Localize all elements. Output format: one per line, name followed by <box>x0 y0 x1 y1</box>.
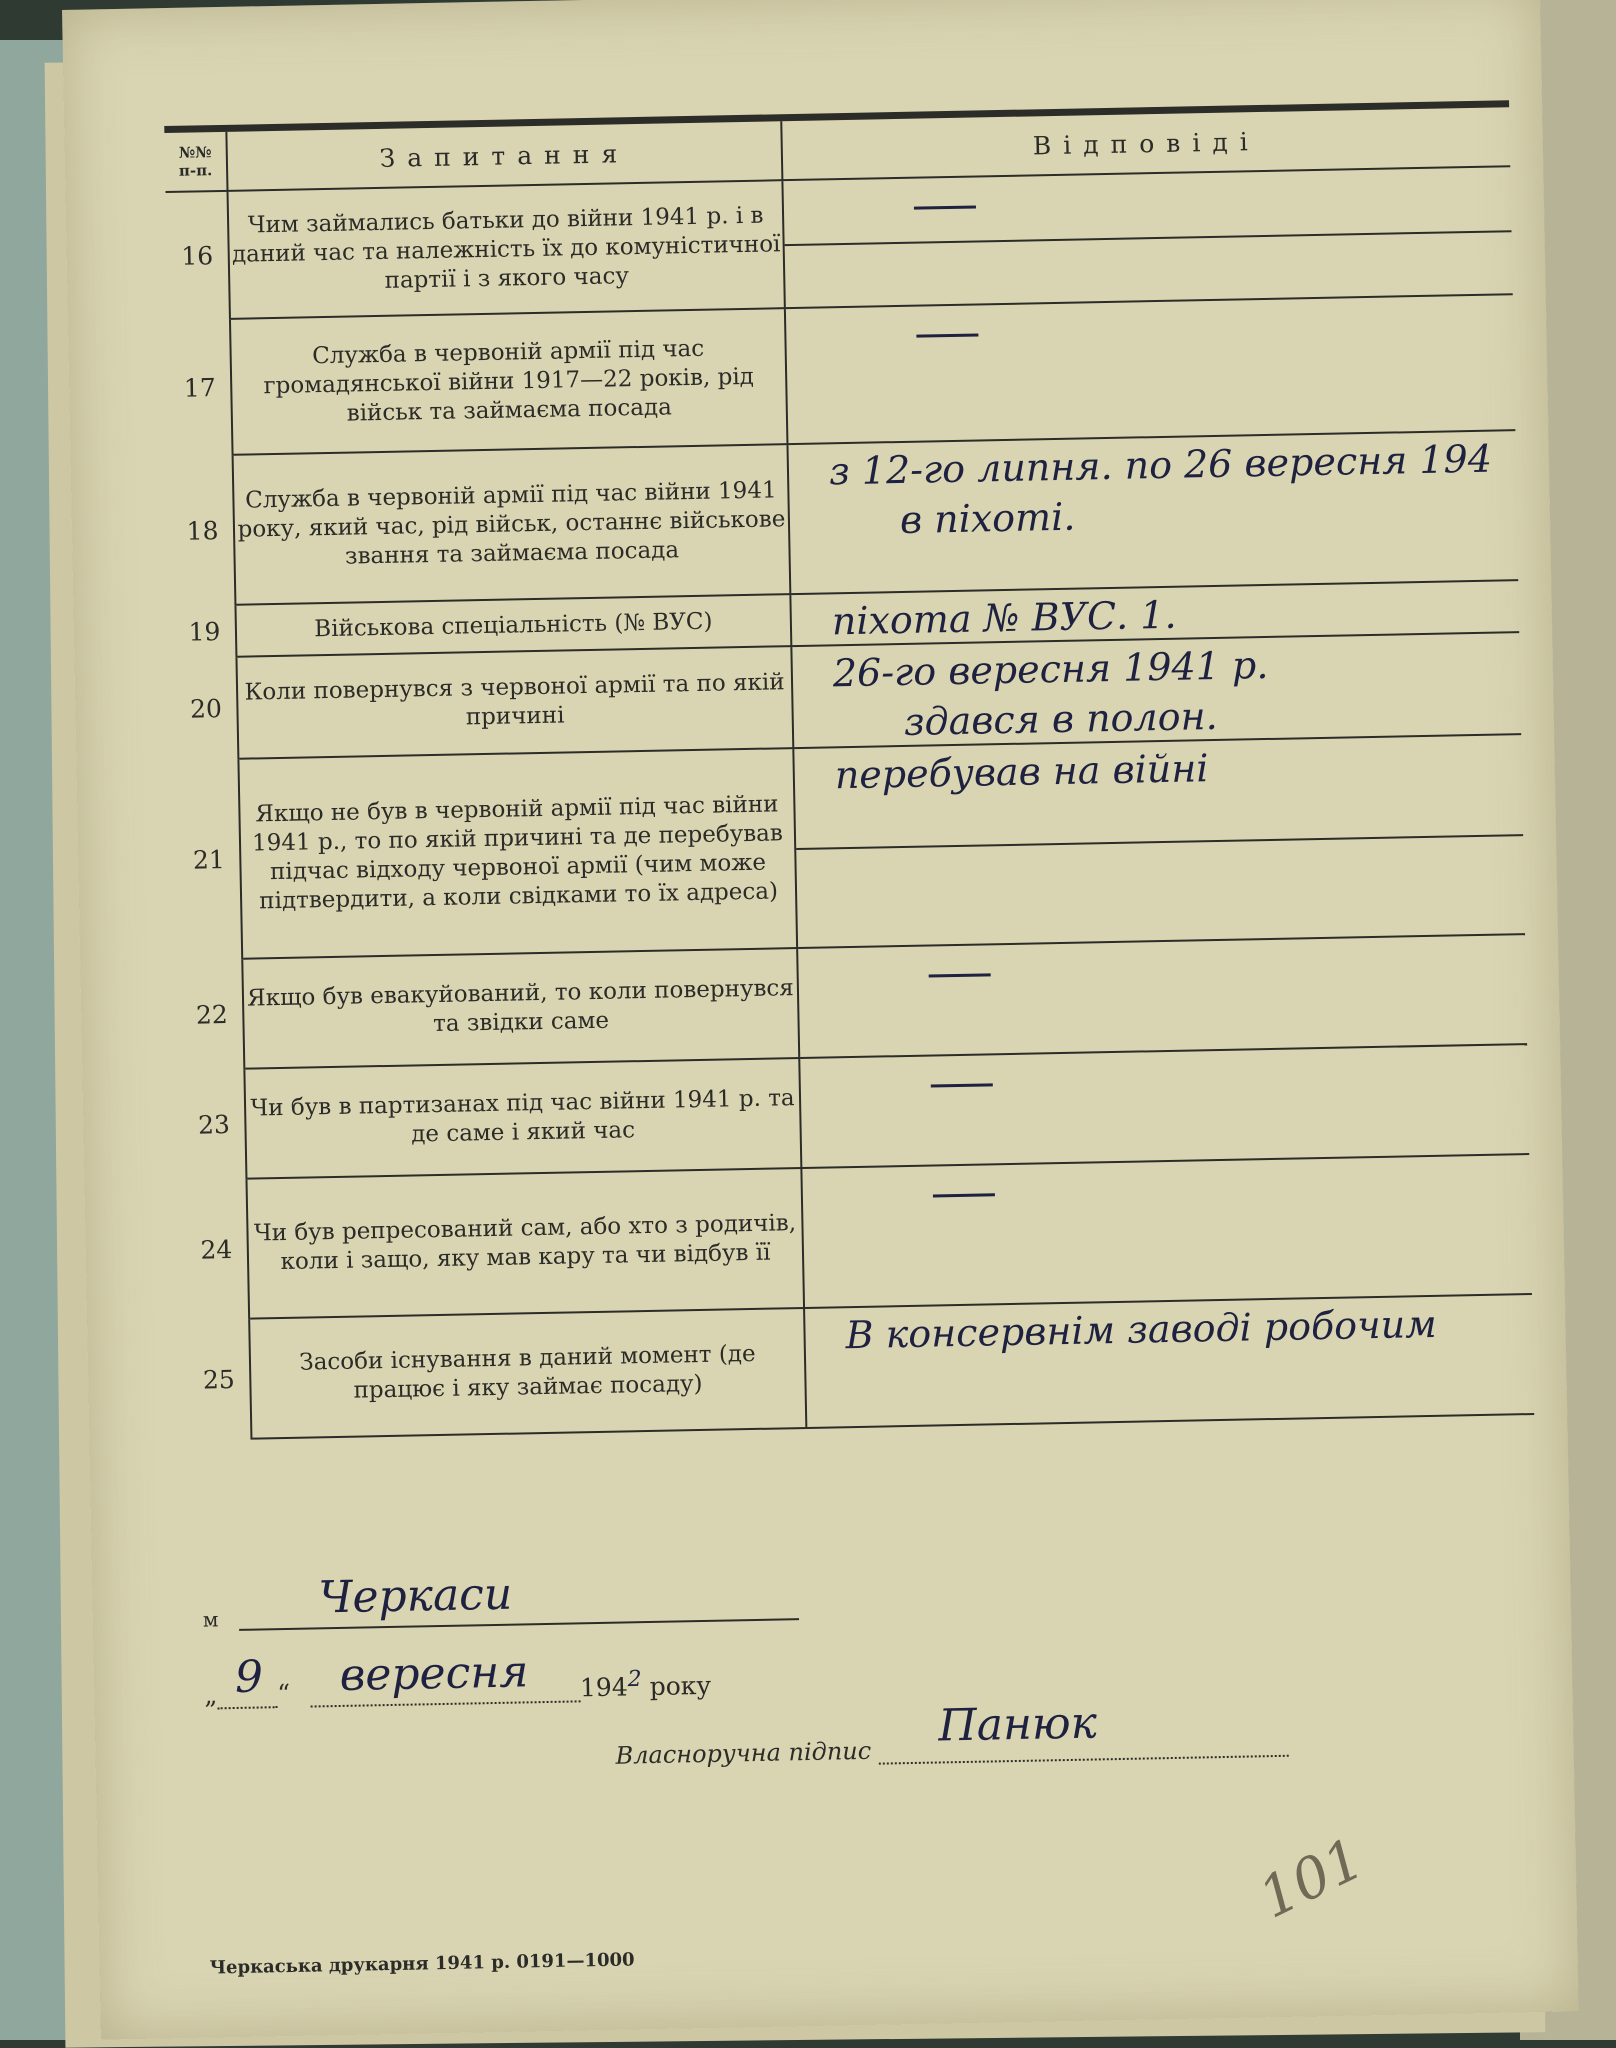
row-number: 23 <box>182 1069 246 1180</box>
table-row <box>168 294 1515 456</box>
row-number: 20 <box>174 657 238 760</box>
day-value: 9 <box>234 1651 264 1703</box>
city-prefix: м <box>202 1607 219 1632</box>
row-question: Чим займались батьки до війни 1941 р. і в даний час та належність їх до комуністичної партії і з якого часу <box>228 180 785 319</box>
row-answer <box>801 1154 1532 1308</box>
row-question: Служба в червоній армії під час війни 1941 року, який час, рід військ, останнє військове звання та займаєма посада <box>233 444 791 605</box>
row-answer <box>793 734 1525 948</box>
row-answer <box>804 1294 1534 1428</box>
row-number: 22 <box>180 959 244 1070</box>
row-number: 21 <box>176 759 242 960</box>
handwritten-answer: В консервнім заводі робочим <box>845 1301 1438 1358</box>
signature-value: Панюк <box>937 1697 1098 1752</box>
answer-dash <box>931 1083 993 1087</box>
answer-dash <box>933 1193 995 1197</box>
answer-ruling-line <box>796 834 1523 850</box>
answer-ruling-line <box>785 230 1512 246</box>
table-row <box>166 166 1513 320</box>
row-number: 17 <box>168 319 233 456</box>
handwritten-answer: перебував на війні <box>834 746 1209 798</box>
row-question: Чи був в партизанах під час війни 1941 р. та де саме і який час <box>244 1058 801 1179</box>
year-suffix: року <box>649 1670 712 1702</box>
pencil-archive-number: 101 <box>1249 1826 1374 1932</box>
row-answer <box>787 430 1518 594</box>
printer-imprint: Черкаська друкарня 1941 р. 0191—1000 <box>209 1949 635 1979</box>
signature-label: Власноручна підпис <box>615 1736 872 1770</box>
signature-field <box>878 1697 1289 1765</box>
row-number: 25 <box>187 1319 251 1440</box>
row-number: 19 <box>173 605 236 658</box>
handwritten-answer: піхота № ВУС. 1. <box>831 592 1177 644</box>
row-number: 24 <box>184 1179 249 1320</box>
questionnaire-page <box>62 0 1579 2040</box>
header-number-label: №№ <box>178 143 212 162</box>
answer-dash <box>929 973 991 977</box>
questionnaire-table <box>164 107 1534 1441</box>
date-line: „ 9 “ вересня 1942 року <box>204 1646 712 1710</box>
row-question: Чи був репресований сам, або хто з родичів, коли і защо, яку мав кару та чи відбув її <box>246 1168 804 1319</box>
row-question: Коли повернувся з червоної армії та по якій причині <box>236 646 793 759</box>
city-value: Черкаси <box>317 1568 513 1624</box>
city-field <box>238 1568 799 1631</box>
city-line <box>202 1568 799 1632</box>
signature-line <box>615 1697 1289 1770</box>
handwritten-answer-line2: в піхоті. <box>899 494 1076 543</box>
row-answer <box>799 1044 1529 1168</box>
table-row <box>187 1294 1534 1440</box>
handwritten-answer-line2: здався в полон. <box>903 693 1219 744</box>
day-field <box>217 1651 278 1709</box>
answer-dash <box>914 205 976 209</box>
month-value: вересня <box>339 1646 529 1701</box>
header-number-sublabel: п-п. <box>178 161 213 180</box>
answer-dash <box>916 333 978 337</box>
table-row <box>171 430 1519 606</box>
handwritten-answer: 26-го вересня 1941 р. <box>832 642 1269 696</box>
row-question: Служба в червоній армії під час громадянської війни 1917—22 років, рід військ та займаєма посада <box>230 308 788 455</box>
row-number: 16 <box>166 191 230 320</box>
year-prefix: 194 <box>579 1672 628 1703</box>
row-question: Якщо був евакуйований, то коли повернувся та звідки саме <box>242 948 799 1069</box>
header-questions: Запитання <box>226 121 782 191</box>
table-row <box>184 1154 1531 1320</box>
table-row <box>176 734 1525 960</box>
header-answers: Відповіді <box>781 107 1510 180</box>
row-number: 18 <box>171 455 236 606</box>
row-question: Якщо не був в червоній армії під час війни 1941 р., то по якій причині та де перебував підчас відходу червоної армії (чим може підтвердити, а коли свідками то їх адреса) <box>238 748 797 959</box>
row-answer <box>791 632 1521 748</box>
header-number <box>164 132 227 192</box>
row-question: Засоби існування в даний момент (де працює і яку займає посаду) <box>249 1308 806 1439</box>
row-answer <box>797 934 1527 1058</box>
row-answer <box>785 294 1515 444</box>
row-answer <box>782 166 1512 308</box>
handwritten-answer: з 12-го липня. по 26 вересня 194 <box>828 436 1493 494</box>
year-digit: 2 <box>627 1666 642 1693</box>
row-question: Військова спеціальність (№ ВУС) <box>235 594 791 657</box>
